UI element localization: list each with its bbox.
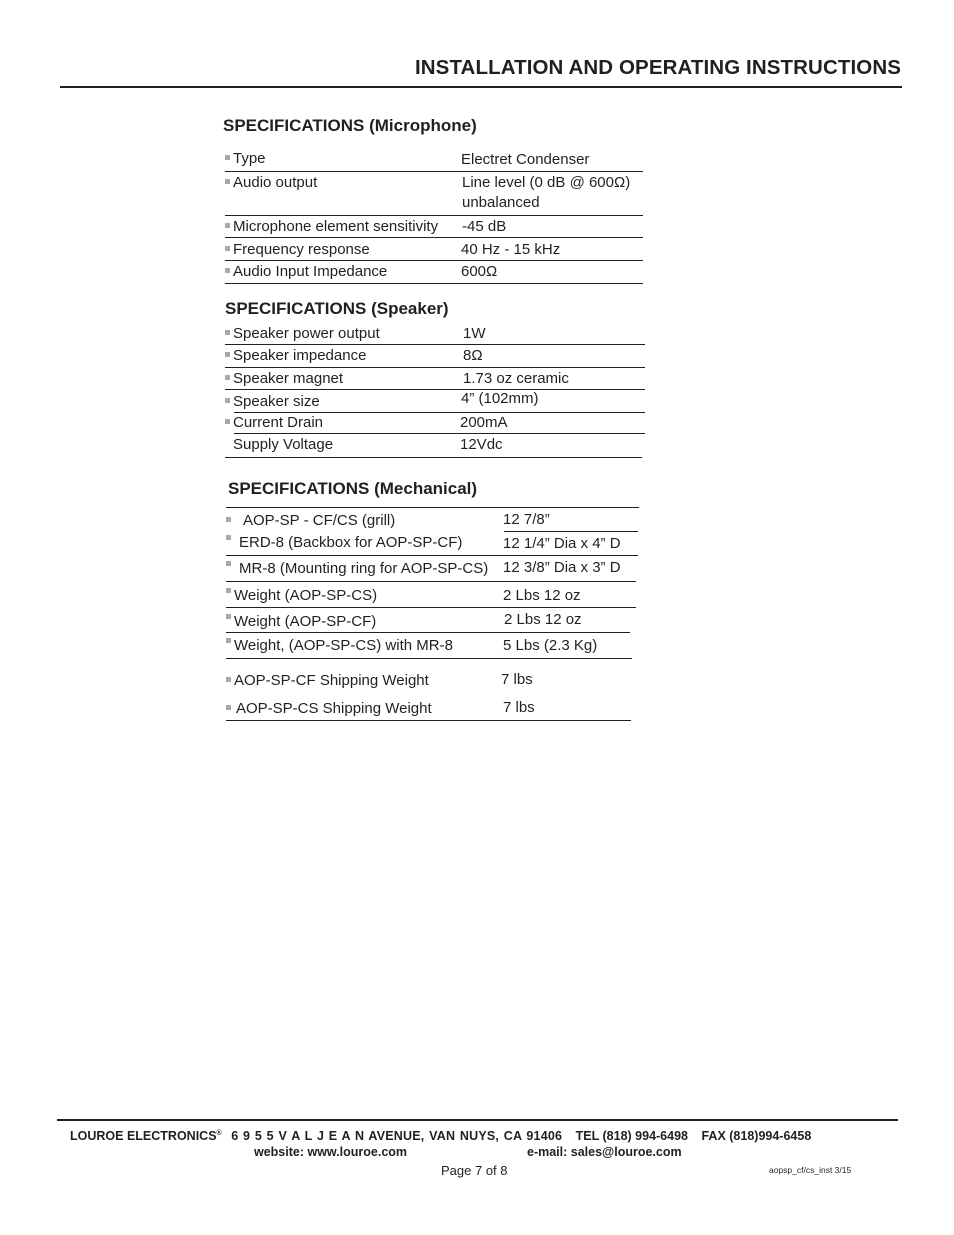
spec-row bbox=[225, 148, 643, 172]
spec-value: 2 Lbs 12 oz bbox=[503, 587, 581, 604]
spec-label: Supply Voltage bbox=[233, 436, 334, 453]
spec-value: 1W bbox=[463, 325, 486, 342]
spec-row bbox=[225, 434, 645, 458]
mechanical-section-title: SPECIFICATIONS (Mechanical) bbox=[228, 479, 478, 498]
spec-row bbox=[225, 238, 643, 261]
speaker-spec-table bbox=[225, 323, 645, 458]
spec-value: 40 Hz - 15 kHz bbox=[461, 241, 561, 258]
spec-label: Weight, (AOP-SP-CS) with MR-8 bbox=[234, 637, 453, 654]
spec-label: Weight (AOP-SP-CS) bbox=[234, 587, 378, 604]
bullet-icon bbox=[225, 398, 230, 403]
spec-row bbox=[225, 172, 643, 216]
bullet-icon bbox=[225, 419, 230, 424]
mechanical-spec-table bbox=[226, 508, 638, 721]
spec-row bbox=[226, 659, 638, 687]
email-link[interactable]: e-mail: sales@louroe.com bbox=[527, 1145, 682, 1159]
spec-row bbox=[226, 508, 638, 531]
spec-value: 5 Lbs (2.3 Kg) bbox=[503, 637, 598, 654]
bullet-icon bbox=[225, 246, 230, 251]
page-number: Page 7 of 8 bbox=[441, 1163, 508, 1178]
spec-value: Line level (0 dB @ 600Ω) bbox=[462, 174, 631, 191]
footer-contact-line bbox=[70, 1129, 811, 1143]
company-fax: FAX (818)994-6458 bbox=[701, 1129, 812, 1143]
spec-label: Audio Input Impedance bbox=[233, 263, 388, 280]
bullet-icon bbox=[225, 268, 230, 273]
bullet-icon bbox=[225, 223, 230, 228]
spec-value: 1.73 oz ceramic bbox=[463, 370, 569, 387]
spec-label: Speaker impedance bbox=[233, 347, 367, 364]
spec-value: 2 Lbs 12 oz bbox=[504, 611, 582, 628]
spec-label: AOP-SP - CF/CS (grill) bbox=[243, 512, 396, 529]
header-divider bbox=[60, 86, 902, 88]
spec-label: Speaker magnet bbox=[233, 370, 344, 387]
spec-row bbox=[226, 608, 638, 633]
bullet-icon bbox=[226, 561, 231, 566]
spec-label: Weight (AOP-SP-CF) bbox=[234, 613, 377, 630]
spec-label: Speaker power output bbox=[233, 325, 380, 342]
row-divider bbox=[226, 720, 631, 721]
spec-label: ERD-8 (Backbox for AOP-SP-CF) bbox=[239, 534, 463, 551]
bullet-icon bbox=[225, 155, 230, 160]
spec-label: Microphone element sensitivity bbox=[233, 218, 439, 235]
spec-value: 8Ω bbox=[463, 347, 483, 364]
footer-divider bbox=[57, 1119, 898, 1121]
spec-row bbox=[225, 261, 643, 284]
spec-value: 7 lbs bbox=[503, 699, 535, 716]
bullet-icon bbox=[225, 330, 230, 335]
bullet-icon bbox=[226, 638, 231, 643]
spec-row bbox=[226, 531, 638, 555]
microphone-spec-table bbox=[225, 148, 643, 284]
spec-label: Frequency response bbox=[233, 241, 370, 258]
spec-label: Current Drain bbox=[233, 414, 324, 431]
spec-row bbox=[225, 216, 643, 238]
spec-label: Speaker size bbox=[233, 393, 320, 410]
registered-mark: ® bbox=[216, 1129, 222, 1137]
spec-row bbox=[225, 345, 645, 368]
spec-row bbox=[226, 687, 638, 721]
company-phone: TEL (818) 994-6498 bbox=[575, 1129, 688, 1143]
spec-value: 7 lbs bbox=[501, 671, 533, 688]
bullet-icon bbox=[226, 614, 231, 619]
spec-label: AOP-SP-CF Shipping Weight bbox=[234, 672, 429, 689]
spec-row bbox=[225, 390, 645, 413]
website-link[interactable]: website: www.louroe.com bbox=[254, 1145, 408, 1159]
spec-value: Electret Condenser bbox=[461, 151, 590, 168]
spec-row bbox=[226, 582, 638, 608]
spec-value: 12 7/8” bbox=[503, 511, 550, 528]
microphone-section-title: SPECIFICATIONS (Microphone) bbox=[223, 116, 477, 135]
spec-row bbox=[225, 368, 645, 390]
bullet-icon bbox=[225, 179, 230, 184]
speaker-section-title: SPECIFICATIONS (Speaker) bbox=[225, 299, 449, 318]
spec-value: -45 dB bbox=[462, 218, 507, 235]
bullet-icon bbox=[226, 677, 231, 682]
spec-value: 4” (102mm) bbox=[461, 390, 539, 407]
row-divider bbox=[225, 283, 643, 284]
spec-value: 600Ω bbox=[461, 263, 498, 280]
bullet-icon bbox=[225, 352, 230, 357]
spec-row bbox=[226, 555, 638, 582]
bullet-icon bbox=[226, 535, 231, 540]
spec-row bbox=[225, 413, 645, 434]
bullet-icon bbox=[226, 588, 231, 593]
bullet-icon bbox=[226, 517, 231, 522]
spec-value: 12Vdc bbox=[460, 436, 503, 453]
bullet-icon bbox=[225, 375, 230, 380]
page-title: INSTALLATION AND OPERATING INSTRUCTIONS bbox=[414, 56, 901, 79]
bullet-icon bbox=[226, 705, 231, 710]
spec-label: MR-8 (Mounting ring for AOP-SP-CS) bbox=[239, 560, 489, 577]
spec-label: Audio output bbox=[233, 174, 318, 191]
row-divider bbox=[225, 457, 642, 458]
spec-row bbox=[225, 323, 645, 345]
document-code: aopsp_cf/cs_inst 3/15 bbox=[769, 1165, 852, 1175]
spec-label: Type bbox=[233, 150, 266, 167]
spec-value: 200mA bbox=[460, 414, 508, 431]
company-name: LOUROE ELECTRONICS bbox=[70, 1129, 217, 1143]
spec-value-line2: unbalanced bbox=[462, 194, 540, 211]
spec-row bbox=[226, 633, 638, 659]
spec-value: 12 3/8” Dia x 3” D bbox=[503, 559, 621, 576]
spec-label: AOP-SP-CS Shipping Weight bbox=[236, 700, 432, 717]
spec-value: 12 1/4” Dia x 4” D bbox=[503, 535, 621, 552]
company-address: 6 9 5 5 V A L J E A N AVENUE, VAN NUYS, CA 91406 bbox=[231, 1129, 563, 1143]
